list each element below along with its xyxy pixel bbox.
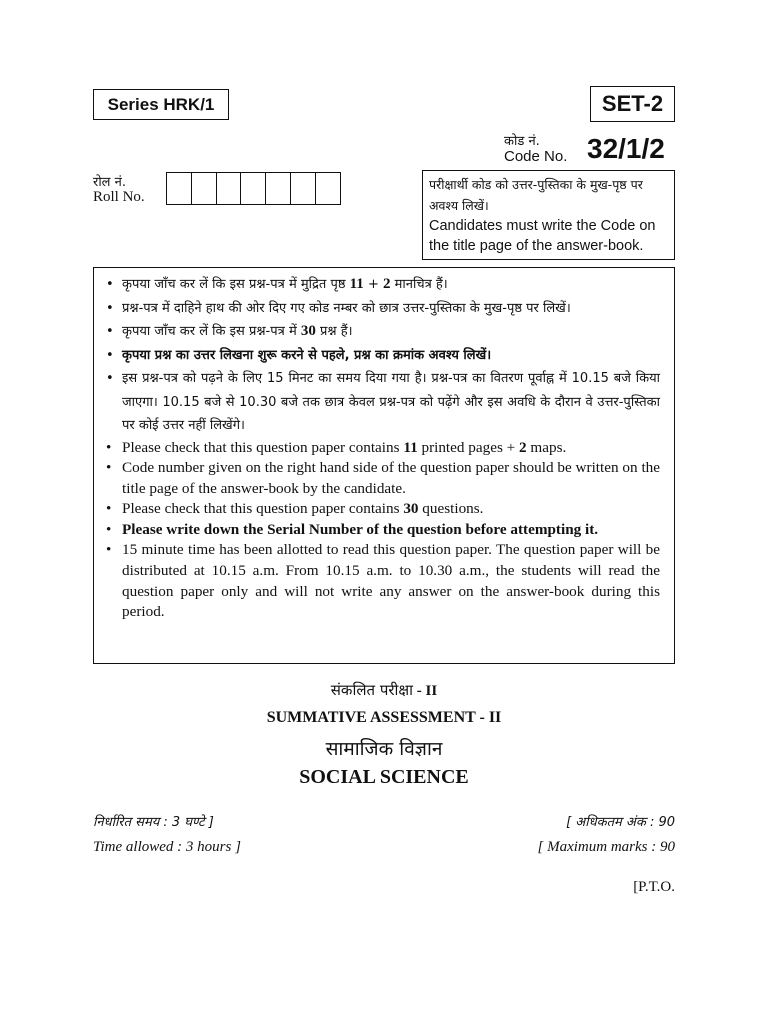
instruction-text: 11 [403, 438, 418, 456]
roll-digit-box[interactable] [315, 172, 341, 205]
time-allowed-english: Time allowed : 3 hours ] [93, 839, 241, 855]
instruction-text: इस प्रश्न-पत्र को पढ़ने के लिए 15 मिनट का समय दिया गया है। प्रश्न-पत्र का वितरण पूर्वाह्न में 10.15 बजे किया जाएगा। 10.15 बजे से 10.30 बजे तक छात्र केवल प्रश्न-पत्र को पढ़ेंगे और इस अवधि के दौरान वे उत्तर-पुस्तिका पर कोई उत्तर नहीं लिखेंगे। [122, 371, 660, 433]
exam-title-english: SUMMATIVE ASSESSMENT - II [266, 709, 502, 726]
instruction-text: 11 [349, 276, 364, 292]
bullet-icon: • [106, 541, 112, 559]
subject-title-english: SOCIAL SCIENCE [299, 766, 469, 788]
instruction-text: 2 [519, 438, 527, 456]
code-label-english: Code No. [504, 148, 568, 165]
candidate-note-hindi: परीक्षार्थी कोड को उत्तर-पुस्तिका के मुख-पृष्ठ पर अवश्य लिखें। [429, 177, 643, 213]
bullet-icon: • [106, 459, 112, 477]
roll-digit-box[interactable] [290, 172, 316, 205]
instruction-text: Please check that this question paper contains [122, 438, 404, 456]
max-marks-hindi: [ अधिकतम अंक : 90 [566, 815, 675, 830]
instruction-item [102, 297, 660, 321]
roll-number-boxes [167, 172, 341, 205]
bullet-icon: • [106, 347, 114, 363]
code-number: 32/1/2 [587, 133, 665, 164]
roll-label-hindi: रोल नं. [93, 175, 126, 190]
candidate-note-english: Candidates must write the Code on the title page of the answer-book. [429, 218, 656, 254]
instruction-text: कृपया जाँच कर लें कि इस प्रश्न-पत्र में [122, 324, 301, 339]
bullet-icon: • [106, 300, 114, 316]
instruction-text: प्रश्न हैं। [315, 324, 353, 339]
instruction-text: मानचित्र हैं। [390, 277, 448, 292]
pto-label: [P.T.O. [633, 879, 675, 895]
roll-digit-box[interactable] [216, 172, 242, 205]
instruction-text: + [363, 277, 383, 292]
series-label: Series HRK/1 [93, 89, 229, 120]
instruction-text: Please check that this question paper contains [122, 500, 404, 518]
candidate-note-box [422, 170, 675, 260]
instructions-list [102, 273, 660, 623]
max-marks-english: [ Maximum marks : 90 [537, 839, 675, 855]
bullet-icon: • [106, 438, 112, 456]
instruction-text: प्रश्न-पत्र में दाहिने हाथ की ओर दिए गए कोड नम्बर को छात्र उत्तर-पुस्तिका के मुख-पृष्ठ पर लिखें। [122, 300, 571, 316]
instruction-text: 30 [403, 500, 419, 518]
instruction-item [102, 438, 660, 459]
roll-digit-box[interactable] [240, 172, 266, 205]
instruction-text: Please write down the Serial Number of the question before attempting it. [122, 520, 599, 538]
instruction-text: maps. [526, 438, 567, 456]
instruction-item [102, 367, 660, 438]
set-label: SET-2 [590, 86, 675, 122]
instruction-item [102, 520, 660, 541]
instruction-text: कृपया जाँच कर लें कि इस प्रश्न-पत्र में मुद्रित पृष्ठ [122, 277, 350, 292]
exam-title-hindi: संकलित परीक्षा - II [330, 681, 438, 699]
instruction-text: 15 minute time has been allotted to read this question paper. The question paper will be distributed at 10.15 a.m. From 10.15 a.m. to 10.30 a.m., the students will read the question paper only and will not write any answer on the answer-book during this period. [122, 541, 660, 621]
code-label-hindi: कोड नं. [504, 134, 540, 149]
instruction-text: Code number given on the right hand side of the question paper should be written on the title page of the answer-book by the candidate. [122, 459, 660, 497]
instruction-text: 2 [382, 276, 391, 292]
instruction-item [102, 320, 660, 344]
instruction-item [102, 344, 660, 368]
bullet-icon: • [106, 500, 112, 518]
bullet-icon: • [106, 324, 114, 339]
roll-digit-box[interactable] [265, 172, 291, 205]
bullet-icon: • [106, 520, 112, 538]
instruction-item [102, 458, 660, 499]
roll-digit-box[interactable] [191, 172, 217, 205]
instruction-text: questions. [418, 500, 484, 518]
time-allowed-hindi: निर्धारित समय : 3 घण्टे ] [93, 815, 214, 830]
roll-digit-box[interactable] [166, 172, 192, 205]
instruction-text: कृपया प्रश्न का उत्तर लिखना शुरू करने से पहले, प्रश्न का क्रमांक अवश्य लिखें। [122, 347, 492, 363]
instructions-box [93, 267, 675, 664]
instruction-item [102, 499, 660, 520]
bullet-icon: • [106, 277, 114, 292]
bullet-icon: • [106, 371, 114, 386]
instruction-item [102, 273, 660, 297]
subject-title-hindi: सामाजिक विज्ञान [325, 738, 443, 760]
instruction-text: printed pages + [417, 438, 520, 456]
roll-label-english: Roll No. [93, 189, 145, 205]
instruction-item [102, 540, 660, 622]
instruction-text: 30 [300, 323, 316, 339]
